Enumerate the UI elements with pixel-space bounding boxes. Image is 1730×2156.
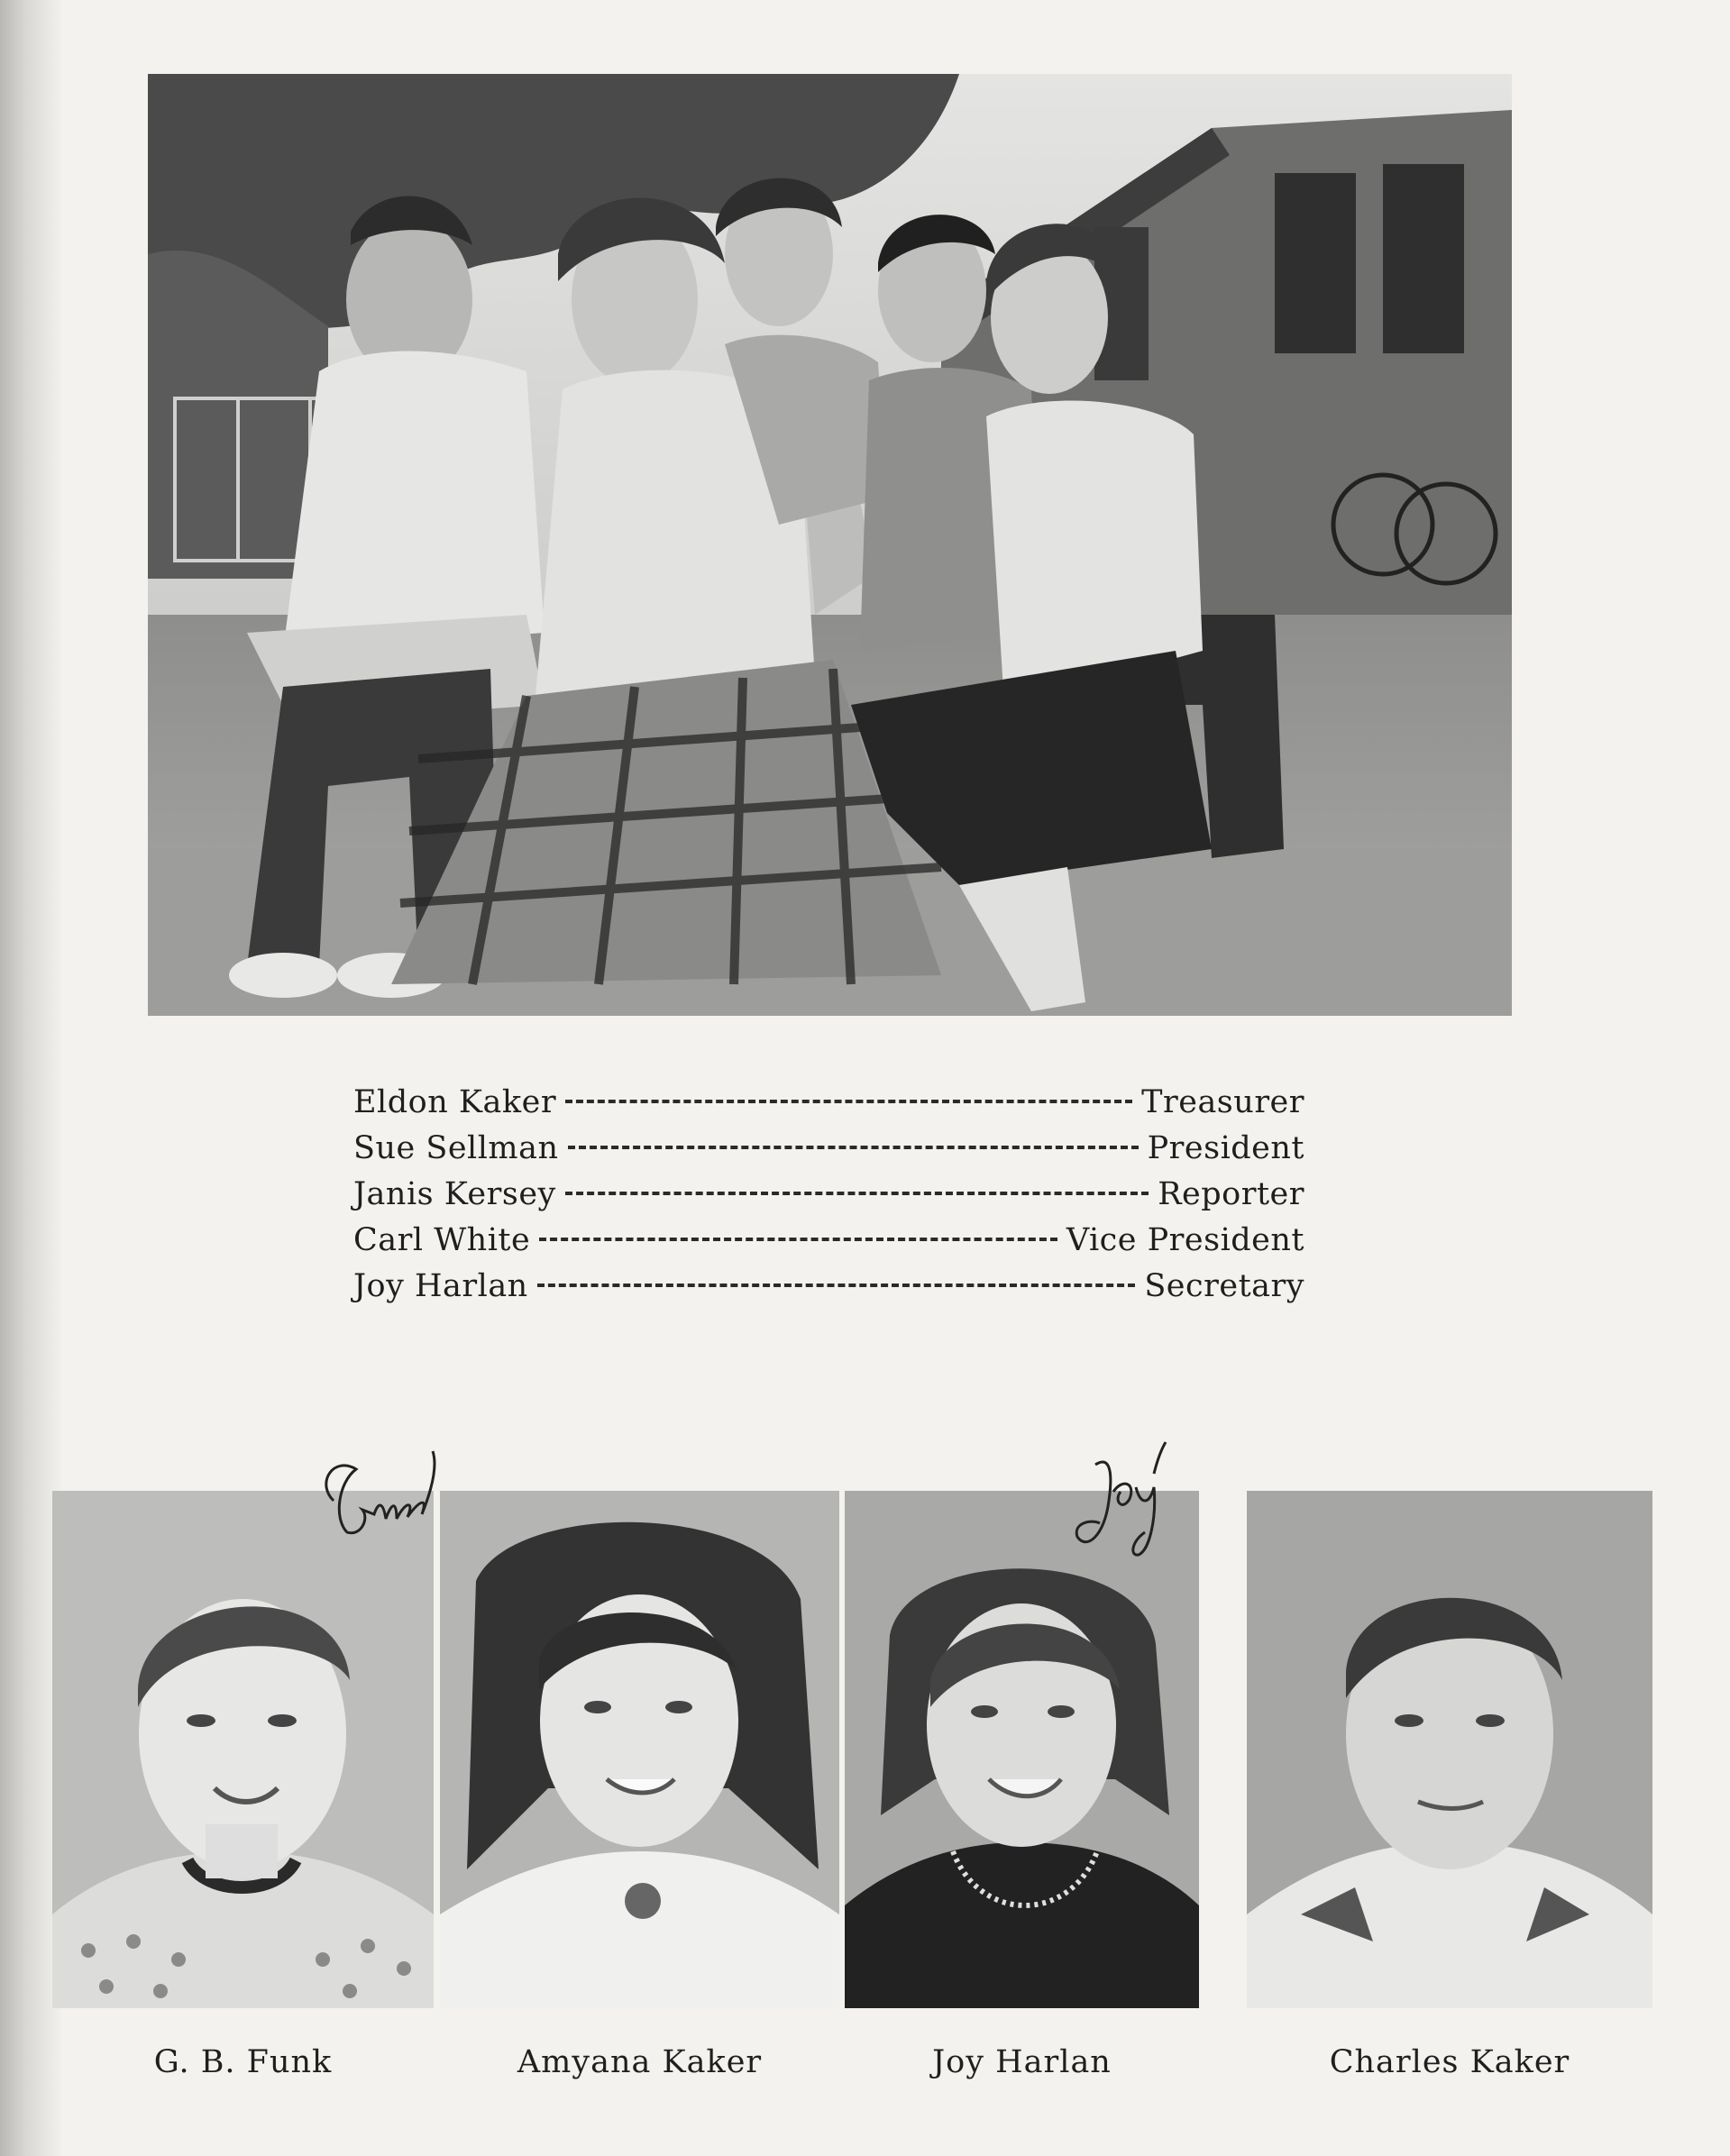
officer-office: Treasurer — [1141, 1084, 1304, 1120]
portrait-caption: G. B. Funk — [153, 2044, 333, 2080]
officer-row — [353, 1126, 1304, 1172]
portrait-photo-joy-harlan — [845, 1491, 1199, 2008]
officer-name: Janis Kersey — [353, 1176, 556, 1212]
portrait-caption: Charles Kaker — [1329, 2044, 1570, 2080]
officer-name: Carl White — [353, 1222, 531, 1258]
portrait-photo-charles-kaker — [1247, 1491, 1652, 2008]
portrait-caption: Amyana Kaker — [517, 2044, 763, 2080]
dotted-leader — [565, 1100, 1132, 1103]
dotted-leader — [568, 1146, 1139, 1149]
officer-name: Sue Sellman — [353, 1130, 559, 1166]
portrait-caption: Joy Harlan — [932, 2044, 1112, 2080]
officer-office: Vice President — [1066, 1222, 1304, 1258]
portrait-photo-gb-funk — [52, 1491, 434, 2008]
dotted-leader — [539, 1238, 1057, 1241]
officer-row — [353, 1264, 1304, 1310]
dotted-leader — [565, 1192, 1149, 1195]
officer-list — [353, 1080, 1304, 1310]
group-photo-image — [148, 74, 1512, 1016]
officer-row — [353, 1080, 1304, 1126]
officer-office: Reporter — [1158, 1176, 1304, 1212]
officer-row — [353, 1218, 1304, 1264]
portrait-image — [440, 1491, 839, 2008]
portrait-image — [1247, 1491, 1652, 2008]
portrait-photo-amyana-kaker — [440, 1491, 839, 2008]
officer-name: Eldon Kaker — [353, 1084, 557, 1120]
group-photo — [148, 74, 1512, 1016]
officer-row — [353, 1172, 1304, 1218]
officer-office: Secretary — [1144, 1268, 1304, 1304]
signature-guss — [307, 1447, 442, 1555]
officer-office: President — [1147, 1130, 1304, 1166]
dotted-leader — [537, 1284, 1136, 1287]
portrait-image — [52, 1491, 434, 2008]
officer-name: Joy Harlan — [353, 1268, 528, 1304]
portrait-image — [845, 1491, 1199, 2008]
signature-joy — [1059, 1438, 1167, 1559]
